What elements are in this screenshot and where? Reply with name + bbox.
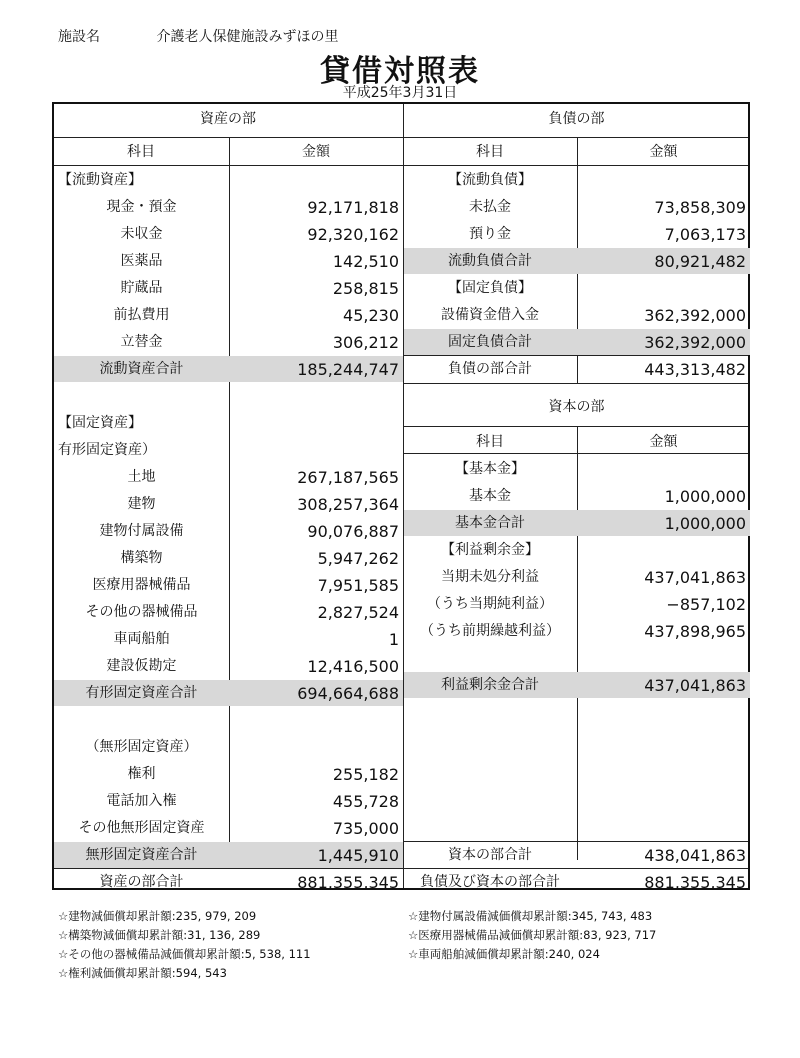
liabilities-section-header: 負債の部 [548,111,605,127]
capital-total-amount: 438,041,863 [644,846,746,865]
asset-item-label: 建物 [127,496,156,512]
document-title: 貸借対照表 [320,54,480,89]
capital-item-amount: 1,000,000 [664,514,746,533]
capital-item-amount: 437,041,863 [644,568,746,587]
capital-item-label: 基本金 [469,488,511,504]
capital-item-label: 利益剰余金合計 [441,677,539,693]
asset-item-label: 【流動資産】 [58,172,142,188]
asset-item-amount: 735,000 [332,819,399,838]
asset-item-label: 構築物 [120,550,163,566]
capital-total-label: 資本の部合計 [448,847,532,863]
asset-item-amount: 92,320,162 [307,225,399,244]
capital-item-label: 当期未処分利益 [441,569,539,585]
column-header-divider [54,165,748,166]
liability-item-label: 負債の部合計 [448,361,532,377]
asset-item-label: 権利 [127,766,156,782]
capital-item-label: 【利益剰余金】 [441,542,539,558]
asset-item-label: 前払費用 [113,307,170,323]
asset-item-amount: 90,076,887 [307,522,399,541]
asset-item-label: 有形固定資産合計 [85,685,198,701]
capital-item-column-header: 科目 [476,434,504,450]
asset-item-amount: 1,445,910 [317,846,399,865]
facility-label: 施設名 [58,29,100,45]
capital-item-label: （うち当期純利益） [427,596,553,612]
asset-item-amount: 694,664,688 [297,684,399,703]
asset-item-amount: 1 [388,630,399,649]
asset-item-amount: 308,257,364 [297,495,399,514]
asset-item-label: 土地 [127,469,156,485]
asset-item-label: 貯蔵品 [120,280,163,296]
capital-item-amount: 1,000,000 [664,487,746,506]
liability-item-label: 設備資金借入金 [441,307,539,323]
assets-item-column-header: 科目 [127,144,155,160]
asset-item-label: 無形固定資産合計 [85,847,198,863]
asset-item-label: （無形固定資産） [85,739,198,755]
capital-item-label: 基本金合計 [455,515,525,531]
asset-item-amount: 7,951,585 [317,576,399,595]
asset-item-label: 流動資産合計 [99,361,184,377]
depreciation-note: ☆構築物減価償却累計額:31, 136, 289 [58,928,261,942]
liabilities-total-divider [403,355,748,356]
capital-item-label: 【基本金】 [455,461,525,477]
asset-item-label: 未収金 [120,226,163,242]
balance-sheet-table [52,102,750,890]
liability-item-amount: 362,392,000 [644,306,746,325]
asset-item-label: 医薬品 [120,253,163,269]
asset-item-amount: 92,171,818 [307,198,399,217]
liability-item-label: 預り金 [469,226,511,242]
document-date: 平成25年3月31日 [342,85,458,101]
depreciation-note: ☆医療用器械備品減価償却累計額:83, 923, 717 [408,928,657,942]
liability-item-amount: 73,858,309 [654,198,746,217]
capital-item-amount: −857,102 [666,595,746,614]
depreciation-note: ☆その他の器械備品減価償却累計額:5, 538, 111 [58,947,311,961]
liability-item-label: 【固定負債】 [448,280,532,296]
depreciation-note: ☆権利減価償却累計額:594, 543 [58,966,227,980]
asset-item-label: 【固定資産】 [58,415,142,431]
asset-item-label: その他の器械備品 [85,604,198,620]
capital-amount-column-header: 金額 [649,434,678,450]
capital-header-divider [403,426,748,427]
asset-item-label: 立替金 [120,334,163,350]
liability-item-label: 固定負債合計 [448,334,532,350]
asset-item-amount: 306,212 [332,333,399,352]
asset-item-label: 電話加入権 [106,793,177,809]
depreciation-note: ☆建物付属設備減価償却累計額:345, 743, 483 [408,909,653,923]
asset-item-amount: 185,244,747 [297,360,399,379]
capital-item-label: （うち前期繰越利益） [420,623,560,639]
asset-item-label: 資産の部合計 [99,874,184,890]
asset-item-amount: 45,230 [343,306,399,325]
facility-line [58,26,338,46]
capital-section-header: 資本の部 [548,399,605,415]
asset-item-label: 医療用器械備品 [92,577,191,593]
asset-item-label: 建設仮勘定 [106,658,177,674]
asset-item-amount: 267,187,565 [297,468,399,487]
header-divider [54,137,748,138]
asset-item-label: 現金・預金 [106,199,177,215]
assets-section-header: 資産の部 [200,111,256,127]
depreciation-note: ☆建物減価償却累計額:235, 979, 209 [58,909,257,923]
grand-total-label: 負債及び資本の部合計 [420,874,560,890]
liability-item-label: 【流動負債】 [448,172,532,188]
capital-column-divider [403,453,748,454]
asset-item-amount: 5,947,262 [317,549,399,568]
asset-item-amount: 142,510 [332,252,399,271]
liability-item-amount: 7,063,173 [664,225,746,244]
asset-item-label: 車両船舶 [113,631,170,647]
liabilities-section-end [403,383,748,384]
liabilities-item-column-header: 科目 [476,144,504,160]
liability-item-amount: 443,313,482 [644,360,746,379]
asset-item-label: 有形固定資産） [58,442,156,458]
liability-item-label: 流動負債合計 [448,253,532,269]
depreciation-note: ☆車両船舶減価償却累計額:240, 024 [408,947,600,961]
liability-item-amount: 362,392,000 [644,333,746,352]
asset-item-amount: 258,815 [332,279,399,298]
asset-item-amount: 12,416,500 [307,657,399,676]
liability-item-label: 未払金 [469,199,511,215]
facility-name: 介護老人保健施設みずほの里 [156,29,339,45]
asset-item-label: 建物付属設備 [99,523,184,539]
asset-item-amount: 255,182 [332,765,399,784]
liability-item-amount: 80,921,482 [654,252,746,271]
assets-amount-column-header: 金額 [302,144,330,160]
grand-total-amount: 881,355,345 [644,873,746,892]
asset-item-label: その他無形固定資産 [78,820,205,836]
capital-item-amount: 437,898,965 [644,622,746,641]
asset-item-amount: 455,728 [332,792,399,811]
capital-item-amount: 437,041,863 [644,676,746,695]
asset-item-amount: 881,355,345 [297,873,399,892]
liabilities-amount-column-header: 金額 [649,144,678,160]
asset-item-amount: 2,827,524 [317,603,399,622]
